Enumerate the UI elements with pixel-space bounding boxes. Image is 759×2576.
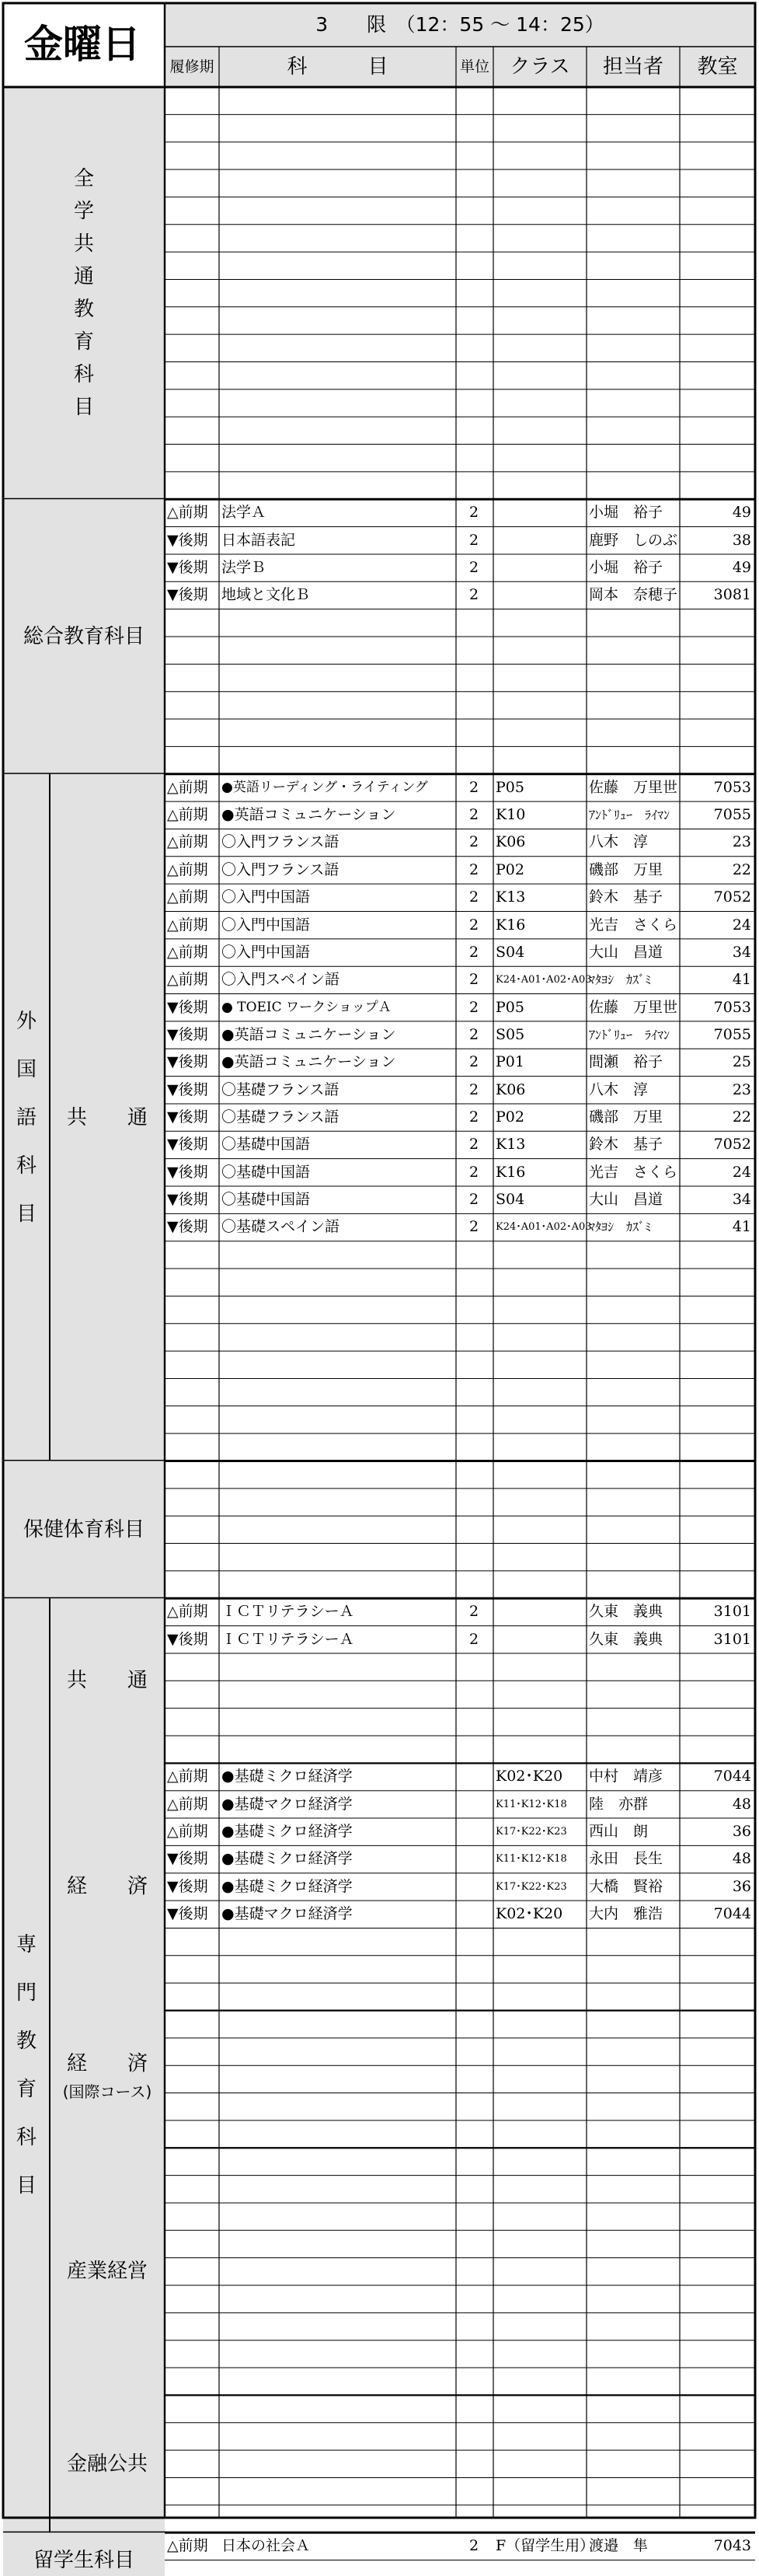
course-term: △前期 bbox=[167, 504, 208, 522]
course-subject: 〇基礎フランス語 bbox=[221, 1080, 339, 1098]
section-label: 外 国 語 科 目 bbox=[16, 1009, 37, 1226]
course-room: 7044 bbox=[713, 1768, 751, 1785]
course-credits: 2 bbox=[468, 1108, 479, 1126]
section-label: 専 門 教 育 科 目 bbox=[16, 1933, 37, 2198]
course-credits: 2 bbox=[468, 586, 479, 604]
course-term: ▼後期 bbox=[167, 1630, 208, 1648]
course-instructor: 八木 淳 bbox=[589, 833, 649, 851]
course-term: △前期 bbox=[167, 971, 208, 989]
course-term: △前期 bbox=[167, 778, 208, 796]
course-subject: ●英語リーディング・ライティング bbox=[221, 779, 428, 795]
course-class bbox=[496, 498, 583, 527]
course-credits: 2 bbox=[468, 916, 479, 934]
section-label: 保健体育科目 bbox=[23, 1517, 144, 1541]
course-room: 7055 bbox=[713, 1025, 751, 1043]
course-instructor: ｱﾝﾄﾞﾘｭｰ ﾗｲﾏﾝ bbox=[589, 1027, 670, 1042]
course-room: 22 bbox=[732, 1108, 751, 1126]
course-instructor: 永田 長生 bbox=[589, 1850, 663, 1868]
course-credits: 2 bbox=[468, 998, 479, 1016]
course-subject: 日本語表記 bbox=[221, 531, 296, 549]
course-room: 7044 bbox=[713, 1905, 751, 1923]
day-title: 金曜日 bbox=[24, 22, 141, 67]
course-class bbox=[496, 581, 583, 609]
course-subject: 〇基礎中国語 bbox=[221, 1163, 311, 1181]
course-credits: 2 bbox=[468, 558, 479, 576]
course-instructor: 西山 朗 bbox=[589, 1823, 649, 1841]
course-instructor: 大橋 賢裕 bbox=[589, 1877, 663, 1895]
course-instructor: 小堀 裕子 bbox=[589, 558, 663, 576]
course-class: K17･K22･K23 bbox=[496, 1880, 567, 1893]
course-credits: 2 bbox=[468, 971, 479, 989]
course-class: K17･K22･K23 bbox=[496, 1826, 567, 1838]
period-title: 3 限 （12：55 〜 14：25） bbox=[315, 13, 604, 36]
course-subject: ●英語コミュニケーション bbox=[221, 1025, 396, 1043]
course-credits: 2 bbox=[468, 943, 479, 961]
course-subject: 〇入門フランス語 bbox=[221, 860, 339, 878]
course-credits: 2 bbox=[468, 888, 479, 906]
course-subject: 〇入門スペイン語 bbox=[221, 971, 340, 989]
course-instructor: 岡本 奈穂子 bbox=[589, 586, 678, 604]
course-term: ▼後期 bbox=[167, 586, 208, 604]
course-term: △前期 bbox=[167, 1823, 208, 1841]
course-subject: ●英語コミュニケーション bbox=[221, 806, 396, 824]
course-credits: 2 bbox=[468, 1191, 479, 1208]
course-instructor: 久東 義典 bbox=[589, 1603, 663, 1621]
course-term: △前期 bbox=[167, 860, 208, 878]
course-term: ▼後期 bbox=[167, 1218, 208, 1236]
course-room: 7052 bbox=[713, 1136, 751, 1154]
course-term: ▼後期 bbox=[167, 1025, 208, 1043]
course-instructor: 久東 義典 bbox=[589, 1630, 663, 1648]
course-term: ▼後期 bbox=[167, 558, 208, 576]
course-term: △前期 bbox=[167, 1795, 208, 1813]
course-class bbox=[496, 553, 583, 582]
course-room: 36 bbox=[732, 1823, 751, 1841]
course-term: △前期 bbox=[167, 888, 208, 906]
course-term: ▼後期 bbox=[167, 998, 208, 1016]
course-credits bbox=[458, 1900, 489, 1929]
course-class: K02･K20 bbox=[496, 1905, 563, 1923]
course-room: 23 bbox=[732, 1080, 751, 1098]
course-term: ▼後期 bbox=[167, 1080, 208, 1098]
course-instructor: 小堀 裕子 bbox=[589, 504, 663, 522]
course-instructor: ﾏﾀﾖｼ ｶｽﾞﾐ bbox=[589, 1220, 652, 1235]
course-term: △前期 bbox=[167, 916, 208, 934]
course-room: 41 bbox=[732, 1218, 751, 1236]
course-credits: 2 bbox=[468, 1603, 479, 1621]
course-term: ▼後期 bbox=[167, 1850, 208, 1868]
course-term: ▼後期 bbox=[167, 1136, 208, 1154]
course-room: 7043 bbox=[713, 2537, 751, 2555]
group-label: 産業経営 bbox=[66, 2260, 148, 2284]
section-label: 留学生科目 bbox=[33, 2548, 134, 2572]
course-room: 7053 bbox=[713, 778, 751, 796]
course-subject: 〇基礎スペイン語 bbox=[221, 1218, 340, 1236]
course-credits bbox=[458, 1817, 489, 1846]
course-term: △前期 bbox=[167, 1603, 208, 1621]
column-header-credits: 単位 bbox=[459, 58, 489, 75]
course-term: △前期 bbox=[167, 833, 208, 851]
course-instructor: 鈴木 基子 bbox=[589, 1136, 663, 1154]
course-class bbox=[496, 526, 583, 555]
course-credits: 2 bbox=[468, 1080, 479, 1098]
column-header-subject: 科 目 bbox=[287, 55, 388, 79]
course-instructor: 光吉 さくら bbox=[589, 916, 678, 934]
course-subject: 〇入門フランス語 bbox=[221, 833, 339, 851]
course-instructor: 大内 雅浩 bbox=[589, 1905, 663, 1923]
course-subject: 〇入門中国語 bbox=[221, 943, 311, 961]
course-class: K24･A01･A02･A03 bbox=[496, 1221, 592, 1234]
course-class: S04 bbox=[496, 943, 525, 961]
course-class: S04 bbox=[496, 1191, 525, 1208]
course-term: △前期 bbox=[167, 2537, 208, 2555]
course-term: ▼後期 bbox=[167, 1877, 208, 1895]
course-class: K11･K12･K18 bbox=[496, 1853, 567, 1866]
course-subject: 法学Ａ bbox=[221, 504, 266, 522]
course-credits: 2 bbox=[468, 2537, 479, 2555]
course-subject: 法学Ｂ bbox=[221, 558, 266, 576]
course-instructor: 八木 淳 bbox=[589, 1080, 649, 1098]
course-room: 38 bbox=[732, 531, 751, 549]
course-term: ▼後期 bbox=[167, 1905, 208, 1923]
group-label: 金融公共 bbox=[66, 2452, 148, 2476]
course-class: P01 bbox=[496, 1053, 524, 1071]
course-instructor: 光吉 さくら bbox=[589, 1163, 678, 1181]
group-sublabel: (国際コース) bbox=[62, 2082, 152, 2101]
course-room: 23 bbox=[732, 833, 751, 851]
course-class: K24･A01･A02･A03 bbox=[496, 974, 592, 986]
course-class: K13 bbox=[496, 1136, 526, 1154]
course-credits bbox=[458, 1790, 489, 1819]
course-class: K06 bbox=[496, 833, 526, 851]
course-room: 24 bbox=[732, 916, 751, 934]
course-credits: 2 bbox=[468, 806, 479, 824]
course-instructor: 佐藤 万里世 bbox=[589, 998, 678, 1016]
group-label: 経 済 bbox=[66, 1875, 148, 1899]
course-subject: 〇基礎中国語 bbox=[221, 1191, 311, 1208]
course-class: K06 bbox=[496, 1080, 526, 1098]
course-subject: 〇入門中国語 bbox=[221, 916, 311, 934]
course-instructor: ｱﾝﾄﾞﾘｭｰ ﾗｲﾏﾝ bbox=[589, 808, 670, 823]
course-subject: ＩＣＴリテラシーＡ bbox=[221, 1630, 354, 1648]
course-instructor: 佐藤 万里世 bbox=[589, 778, 678, 796]
course-room: 7052 bbox=[713, 888, 751, 906]
group-label: 経 済 bbox=[66, 2051, 148, 2075]
course-subject: ●基礎ミクロ経済学 bbox=[221, 1877, 353, 1895]
group-label: 共 通 bbox=[66, 1105, 148, 1129]
column-header-room: 教室 bbox=[697, 55, 738, 79]
course-term: ▼後期 bbox=[167, 1191, 208, 1208]
course-subject: 〇基礎中国語 bbox=[221, 1136, 311, 1154]
course-credits: 2 bbox=[468, 1630, 479, 1648]
section-label: 全 学 共 通 教 育 科 目 bbox=[73, 167, 94, 420]
course-instructor: 間瀬 裕子 bbox=[589, 1053, 663, 1071]
column-header-instructor: 担当者 bbox=[602, 55, 663, 79]
course-class: K02･K20 bbox=[496, 1768, 563, 1785]
course-credits: 2 bbox=[468, 1025, 479, 1043]
course-subject: ●基礎マクロ経済学 bbox=[221, 1905, 353, 1923]
course-subject: ●基礎ミクロ経済学 bbox=[221, 1768, 353, 1785]
course-term: ▼後期 bbox=[167, 1108, 208, 1126]
course-room: 3101 bbox=[713, 1630, 751, 1648]
course-room: 7053 bbox=[713, 998, 751, 1016]
course-term: ▼後期 bbox=[167, 1053, 208, 1071]
course-credits: 2 bbox=[468, 1218, 479, 1236]
course-subject: ● TOEIC ワークショップＡ bbox=[221, 999, 392, 1015]
course-class: F（留学生用） bbox=[496, 2537, 595, 2555]
course-subject: ●基礎マクロ経済学 bbox=[221, 1795, 353, 1813]
course-credits: 2 bbox=[468, 860, 479, 878]
course-subject: ＩＣＴリテラシーＡ bbox=[221, 1603, 354, 1621]
column-header-class: クラス bbox=[510, 55, 570, 79]
course-room: 48 bbox=[732, 1795, 751, 1813]
group-label: 共 通 bbox=[66, 1669, 148, 1693]
course-room: 3101 bbox=[713, 1603, 751, 1621]
course-class: K16 bbox=[496, 916, 526, 934]
course-credits: 2 bbox=[468, 1053, 479, 1071]
course-class bbox=[496, 1597, 583, 1626]
course-instructor: 鈴木 基子 bbox=[589, 888, 663, 906]
course-room: 49 bbox=[732, 504, 751, 522]
course-instructor: 渡邉 隼 bbox=[589, 2537, 649, 2555]
course-class: K13 bbox=[496, 888, 526, 906]
course-class: S05 bbox=[496, 1025, 525, 1043]
course-instructor: 磯部 万里 bbox=[589, 1108, 663, 1126]
course-class: K16 bbox=[496, 1163, 526, 1181]
course-subject: 〇基礎フランス語 bbox=[221, 1108, 339, 1126]
course-room: 3081 bbox=[713, 586, 751, 604]
course-term: ▼後期 bbox=[167, 1163, 208, 1181]
course-room: 7055 bbox=[713, 806, 751, 824]
course-credits bbox=[458, 1845, 489, 1873]
course-room: 49 bbox=[732, 558, 751, 576]
course-term: △前期 bbox=[167, 943, 208, 961]
course-instructor: ﾏﾀﾖｼ ｶｽﾞﾐ bbox=[589, 972, 652, 988]
course-room: 22 bbox=[732, 860, 751, 878]
course-credits: 2 bbox=[468, 1136, 479, 1154]
course-subject: ●基礎ミクロ経済学 bbox=[221, 1850, 353, 1868]
course-room: 48 bbox=[732, 1850, 751, 1868]
course-credits: 2 bbox=[468, 778, 479, 796]
course-term: △前期 bbox=[167, 806, 208, 824]
course-credits: 2 bbox=[468, 833, 479, 851]
course-class: P02 bbox=[496, 1108, 524, 1126]
course-room: 34 bbox=[732, 1191, 751, 1208]
course-instructor: 磯部 万里 bbox=[589, 860, 663, 878]
section-label: 総合教育科目 bbox=[23, 625, 144, 648]
course-class: P02 bbox=[496, 860, 524, 878]
course-credits bbox=[458, 1873, 489, 1901]
course-term: △前期 bbox=[167, 1768, 208, 1785]
course-credits: 2 bbox=[468, 504, 479, 522]
course-class: K11･K12･K18 bbox=[496, 1798, 567, 1810]
course-class: K10 bbox=[496, 806, 526, 824]
course-credits: 2 bbox=[468, 1163, 479, 1181]
course-room: 24 bbox=[732, 1163, 751, 1181]
course-instructor: 中村 靖彦 bbox=[589, 1768, 663, 1785]
column-header-term: 履修期 bbox=[169, 58, 214, 75]
course-instructor: 大山 昌道 bbox=[589, 1191, 663, 1208]
course-instructor: 大山 昌道 bbox=[589, 943, 663, 961]
course-room: 34 bbox=[732, 943, 751, 961]
course-class: P05 bbox=[496, 998, 524, 1016]
course-subject: ●英語コミュニケーション bbox=[221, 1053, 396, 1071]
course-subject: ●基礎ミクロ経済学 bbox=[221, 1823, 353, 1841]
course-term: ▼後期 bbox=[167, 531, 208, 549]
course-room: 36 bbox=[732, 1877, 751, 1895]
course-instructor: 鹿野 しのぶ bbox=[589, 531, 678, 549]
course-class bbox=[496, 1625, 583, 1654]
course-credits bbox=[458, 1762, 489, 1791]
course-subject: 日本の社会Ａ bbox=[221, 2537, 311, 2555]
course-subject: 〇入門中国語 bbox=[221, 888, 311, 906]
course-room: 25 bbox=[732, 1053, 751, 1071]
course-room: 41 bbox=[732, 971, 751, 989]
course-subject: 地域と文化Ｂ bbox=[221, 586, 311, 604]
course-credits: 2 bbox=[468, 531, 479, 549]
course-instructor: 陸 亦群 bbox=[589, 1795, 649, 1813]
course-class: P05 bbox=[496, 778, 524, 796]
